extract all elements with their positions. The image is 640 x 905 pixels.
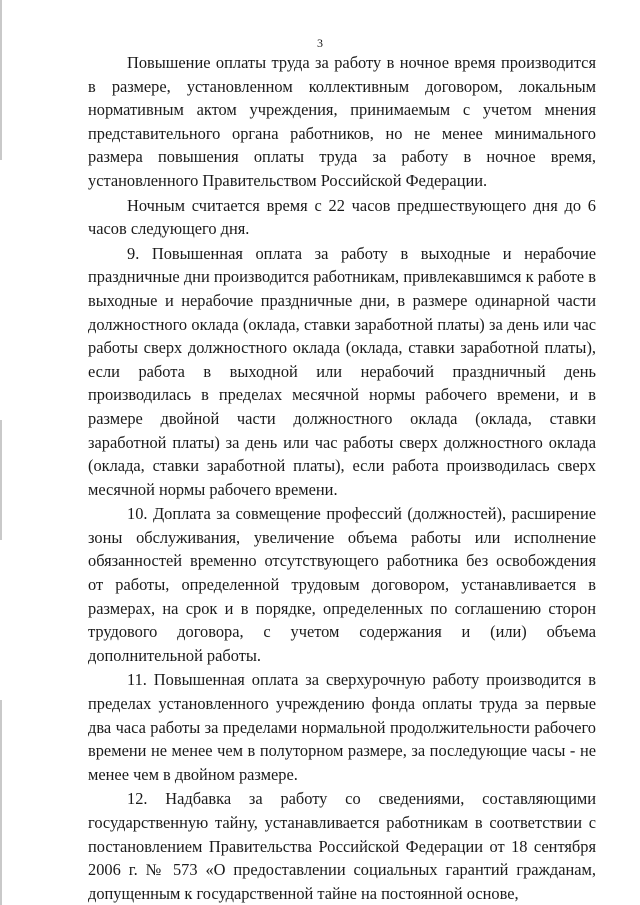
- paragraph-10-combined-duties: 10. Доплата за совмещение профессий (должностей), расширение зоны обслуживания, увеличение объема работы или исполнение обязанностей временно отсутствующего работника без освобождения от работы, определенной трудовым договором, устанавливается в размерах, на срок и в порядке, определенных по соглашению сторон трудового договора, с учетом содержания и (или) объема дополнительной работы.: [88, 504, 596, 665]
- page-number: 3: [317, 36, 323, 50]
- scan-edge-mark: [0, 0, 2, 160]
- document-body: [88, 51, 596, 905]
- scan-edge-mark: [0, 700, 2, 905]
- paragraph-night-work-pay: Повышение оплаты труда за работу в ночное время производится в размере, установленном коллективным договором, локальным нормативным актом учреждения, принимаемым с учетом мнения представительного органа работников, но не менее минимального размера повышения оплаты труда за работу в ночное время, установленного Правительством Российской Федерации.: [88, 53, 596, 190]
- paragraph-9-weekend-pay: 9. Повышенная оплата за работу в выходные и нерабочие праздничные дни производится работникам, привлекавшимся к работе в выходные и нерабочие праздничные дни, в размере одинарной части должностного оклада (оклада, ставки заработной платы) за день или час работы сверх должностного оклада (оклада, ставки заработной платы), если работа в выходной или нерабочий праздничный день производилась в пределах месячной нормы рабочего времени, и в размере двойной части должностного оклада (оклада, ставки заработной платы) за день или час работы сверх должностного оклада (оклада, ставки заработной платы), если работа производилась сверх месячной нормы рабочего времени.: [88, 243, 596, 499]
- paragraph-11-overtime-pay: 11. Повышенная оплата за сверхурочную работу производится в пределах установленного учреждению фонда оплаты труда за первые два часа работы за пределами нормальной продолжительности рабочего времени не менее чем в полуторном размере, за последующие часы - не менее чем в двойном размере.: [88, 670, 596, 784]
- paragraph-night-time-definition: Ночным считается время с 22 часов предшествующего дня до 6 часов следующего дня.: [88, 195, 596, 239]
- paragraph-12-state-secret-bonus: 12. Надбавка за работу со сведениями, составляющими государственную тайну, устанавливается работникам в соответствии с постановлением Правительства Российской Федерации от 18 сентября 2006 г. № 573 «О предоставлении социальных гарантий гражданам, допущенным к государственной тайне на постоянной основе,: [88, 789, 596, 903]
- scan-edge-mark: [0, 420, 2, 540]
